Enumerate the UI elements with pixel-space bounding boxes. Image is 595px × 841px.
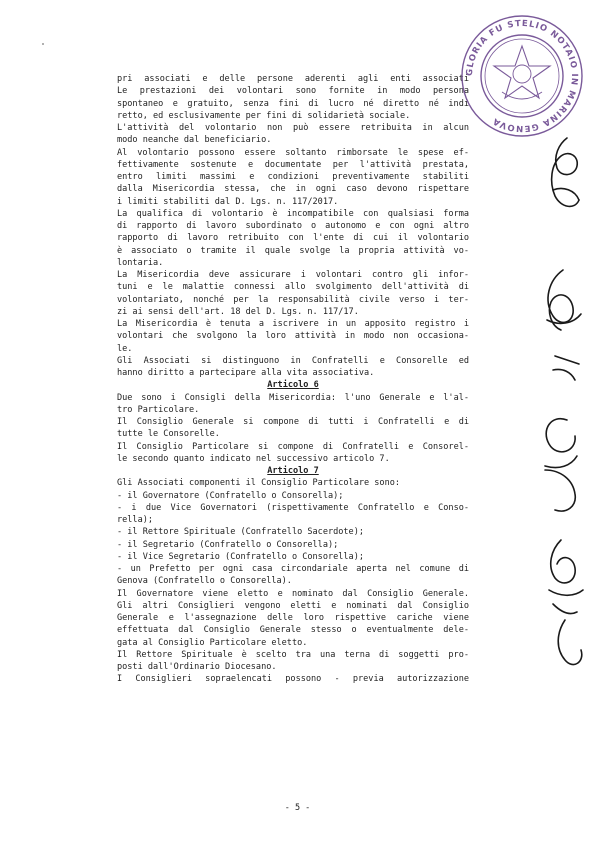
text-line: L'attività del volontario non può essere retribuita in alcun: [117, 123, 469, 133]
text-line: di rapporto di lavoro subordinato o autonomo e con ogni altro: [117, 221, 469, 231]
text-line: Il Consiglio Particolare si compone di Confratelli e Consorel-: [117, 441, 469, 452]
text-line: - i due Vice Governatori (rispettivamente Confratello e Conso-: [117, 502, 469, 513]
article-heading: Articolo 6: [267, 380, 319, 391]
text-line: - il Vice Segretario (Confratello o Consorella);: [117, 551, 364, 562]
text-line: modo neanche dal beneficiario.: [117, 135, 272, 146]
text-line: Gli Associati componenti il Consiglio Particolare sono:: [117, 478, 401, 489]
text-line: volontari che svolgono la loro attività in modo non occasiona-: [117, 331, 469, 342]
text-line: rapporto di lavoro retribuito con l'ente di cui il volontario: [117, 233, 469, 244]
text-line: Al volontario possono essere soltanto rimborsate le spese ef-: [117, 147, 469, 158]
article-heading: Articolo 7: [267, 466, 319, 476]
text-line: lontaria.: [117, 257, 164, 268]
text-line: entro limiti massimi e condizioni preventivamente stabiliti: [117, 172, 469, 182]
text-line: dalla Misericordia stessa, che in ogni caso devono rispettare: [117, 184, 469, 195]
text-line: posti dall'Ordinario Diocesano.: [117, 662, 277, 672]
text-line: rella);: [117, 515, 154, 525]
text-line: pri associati e delle persone aderenti agli enti associati: [117, 74, 469, 84]
text-line: Il Governatore viene eletto e nominato dal Consiglio Generale.: [117, 588, 469, 599]
text-line: I Consiglieri sopraelencati possono - previa autorizzazione: [117, 674, 469, 685]
text-line: retto, ed esclusivamente per fini di solidarietà sociale.: [117, 110, 411, 121]
text-line: spontaneo e gratuito, senza fini di lucro né diretto né indi: [117, 98, 469, 109]
text-line: gata al Consiglio Particolare eletto.: [117, 637, 308, 648]
text-line: tuni e le malattie connessi allo svolgimento dell'attività di: [117, 282, 469, 293]
text-line: La Misericordia deve assicurare i volontari contro gli infor-: [117, 270, 469, 280]
text-line: - un Prefetto per ogni casa circondariale aperta nel comune di: [117, 564, 469, 574]
text-line: Il Rettore Spirituale è scelto tra una terna di soggetti pro-: [117, 649, 469, 660]
text-line: i limiti stabiliti dal D. Lgs. n. 117/2017.: [117, 196, 339, 207]
text-line: - il Rettore Spirituale (Confratello Sacerdote);: [117, 527, 364, 538]
text-line: volontariato, nonché per la responsabilità civile verso i ter-: [117, 294, 469, 305]
text-line: Gli altri Consiglieri vengono eletti e nominati dal Consiglio: [117, 600, 469, 611]
text-line: effettuata dal Consiglio Generale stesso o eventualmente dele-: [117, 625, 469, 636]
text-line: Genova (Confratello o Consorella).: [117, 576, 292, 587]
text-line: Due sono i Consigli della Misericordia: l'uno Generale e l'al-: [117, 392, 469, 403]
text-line: - il Segretario (Confratello o Consorella);: [117, 539, 339, 550]
svg-text:GLORIA FU STELIO NOTAIO IN MAR: GLORIA FU STELIO NOTAIO IN MARINA GENOVA: [464, 18, 580, 134]
text-line: zi ai sensi dell'art. 18 del D. Lgs. n. 117/17.: [117, 306, 359, 317]
text-line: - il Governatore (Confratello o Consorella);: [117, 490, 344, 501]
text-line: tutte le Consorelle.: [117, 429, 220, 440]
text-line: Gli Associati si distinguono in Confratelli e Consorelle ed: [117, 355, 469, 366]
document-body: [117, 73, 469, 686]
handwritten-signature-icon: [505, 120, 595, 680]
text-line: fettivamente sostenute e documentate per l'attività prestata,: [117, 159, 469, 170]
text-line: La qualifica di volontario è incompatibile con qualsiasi forma: [117, 208, 469, 219]
text-line: Il Consiglio Generale si compone di tutti i Confratelli e di: [117, 417, 469, 427]
text-line: La Misericordia è tenuta a iscrivere in un apposito registro i: [117, 319, 469, 329]
text-line: Le prestazioni dei volontari sono fornite in modo persona: [117, 86, 469, 97]
text-line: è associato o tramite il quale svolge la propria attività vo-: [117, 245, 469, 256]
text-line: hanno diritto a partecipare alla vita associativa.: [117, 368, 375, 378]
page-number: - 5 -: [284, 803, 311, 813]
text-line: le.: [117, 343, 133, 354]
text-line: Generale e l'assegnazione delle loro rispettive cariche viene: [117, 613, 469, 623]
speck: [42, 43, 44, 45]
text-line: tro Particolare.: [117, 404, 200, 415]
text-line: le secondo quanto indicato nel successivo articolo 7.: [117, 453, 390, 464]
